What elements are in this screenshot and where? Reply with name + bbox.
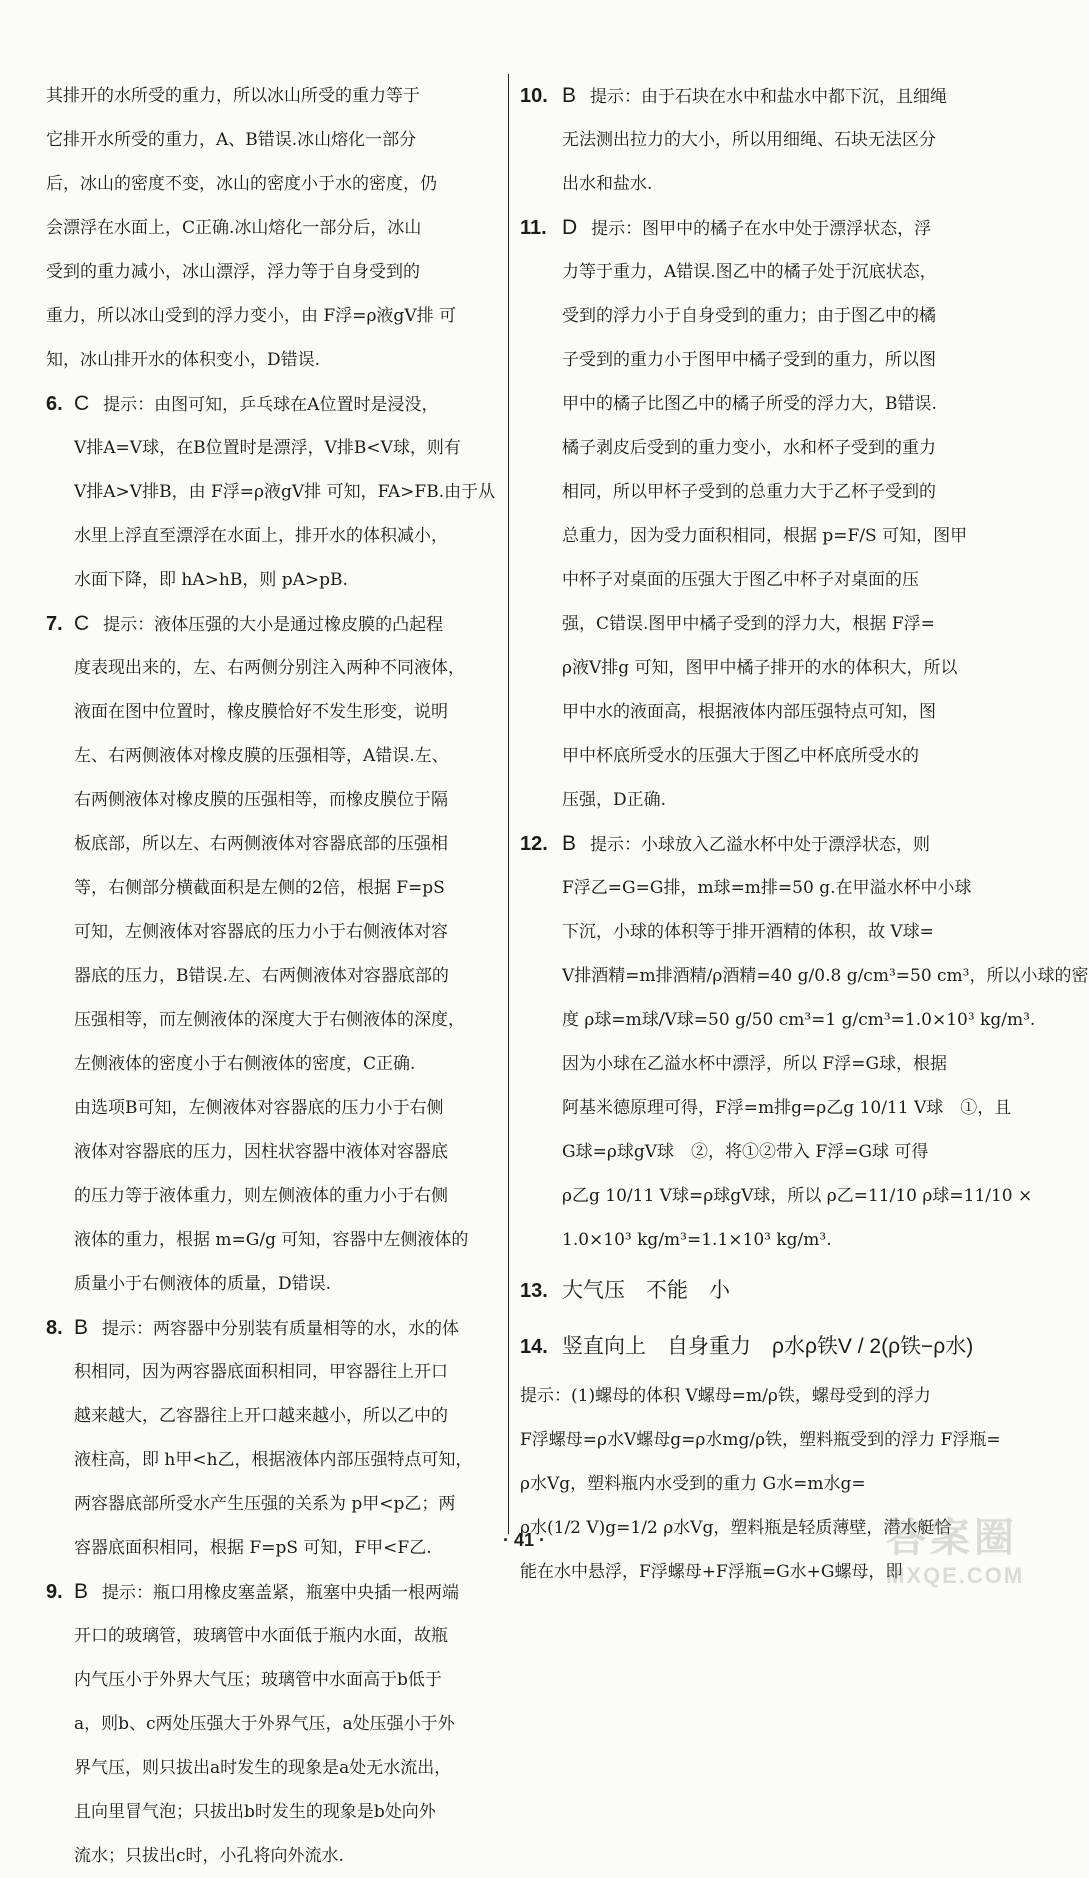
text-line: 提示：由图可知，乒乓球在A位置时是浸没， bbox=[103, 395, 439, 415]
text-line: 因为小球在乙溢水杯中漂浮，所以 F浮=G球，根据 bbox=[562, 1054, 948, 1074]
text-line: 左侧液体的密度小于右侧液体的密度，C正确. bbox=[74, 1054, 416, 1074]
text-line: 甲中水的液面高，根据液体内部压强特点可知，图 bbox=[562, 702, 936, 722]
text-line: 出水和盐水. bbox=[562, 174, 653, 194]
text-line: F浮螺母=ρ水V螺母g=ρ水mg/ρ铁，塑料瓶受到的浮力 F浮瓶= bbox=[520, 1430, 1001, 1450]
question-number: 6. bbox=[46, 393, 63, 415]
text-line: 可知，左侧液体对容器底的压力小于右侧液体对容 bbox=[74, 922, 448, 942]
question-number: 11. bbox=[520, 217, 547, 239]
text-line: 力等于重力，A错误.图乙中的橘子处于沉底状态， bbox=[562, 262, 937, 282]
text-line: 其排开的水所受的重力，所以冰山所受的重力等于 bbox=[46, 86, 420, 106]
text-line: 会漂浮在水面上，C正确.冰山熔化一部分后，冰山 bbox=[46, 218, 422, 238]
answer-item-6 bbox=[46, 382, 498, 602]
watermark-bottom: MXQE.COM bbox=[886, 1563, 1025, 1588]
text-line: 受到的浮力小于自身受到的重力；由于图乙中的橘 bbox=[562, 306, 936, 326]
question-number: 12. bbox=[520, 833, 548, 855]
text-line: 阿基米德原理可得，F浮=m排g=ρ乙g 10/11 V球 ①，且 bbox=[562, 1098, 1012, 1118]
text-line: a，则b、c两处压强大于外界气压，a处压强小于外 bbox=[74, 1714, 455, 1734]
text-line: 压强相等，而左侧液体的深度大于右侧液体的深度， bbox=[74, 1010, 465, 1030]
watermark-top: 答案圈 bbox=[886, 1515, 1018, 1561]
answer-choice: B bbox=[562, 832, 577, 855]
text-line: 重力，所以冰山受到的浮力变小，由 F浮=ρ液gV排 可 bbox=[46, 306, 456, 326]
text-line: V排A=V球，在B位置时是漂浮，V排B<V球，则有 bbox=[74, 438, 461, 458]
text-line: 流水；只拔出c时，小孔将向外流水. bbox=[74, 1846, 344, 1866]
watermark-logo bbox=[886, 1506, 1036, 1592]
text-line: 相同，所以甲杯子受到的总重力大于乙杯子受到的 bbox=[562, 482, 936, 502]
text-line: 右两侧液体对橡皮膜的压强相等，而橡皮膜位于隔 bbox=[74, 790, 448, 810]
text-line: 提示：由于石块在水中和盐水中都下沉，且细绳 bbox=[590, 87, 948, 107]
text-line: 提示：(1)螺母的体积 V螺母=m/ρ铁，螺母受到的浮力 bbox=[520, 1386, 931, 1406]
text-line: 两容器底部所受水产生压强的关系为 p甲<p乙；两 bbox=[74, 1494, 456, 1514]
text-line: 由选项B可知，左侧液体对容器底的压力小于右侧 bbox=[74, 1098, 444, 1118]
text-line: 质量小于右侧液体的质量，D错误. bbox=[74, 1274, 332, 1294]
left-column bbox=[46, 74, 498, 1878]
text-line: 橘子剥皮后受到的重力变小，水和杯子受到的重力 bbox=[562, 438, 936, 458]
answer-choice: C bbox=[74, 612, 90, 635]
answer-head bbox=[520, 822, 990, 866]
text-line: ρ水(1/2 V)g=1/2 ρ水Vg，塑料瓶是轻质薄壁，潜水艇恰 bbox=[520, 1518, 952, 1538]
text-line: 甲中的橘子比图乙中的橘子所受的浮力大，B错误. bbox=[562, 394, 937, 414]
text-line: 液面在图中位置时，橡皮膜恰好不发生形变，说明 bbox=[74, 702, 448, 722]
answer-choice: B bbox=[562, 84, 577, 107]
text-line: 液体对容器底的压力，因柱状容器中液体对容器底 bbox=[74, 1142, 448, 1162]
right-column bbox=[520, 74, 1089, 1594]
text-line: 压强，D正确. bbox=[562, 790, 667, 810]
text-line: 知，冰山排开水的体积变小，D错误. bbox=[46, 350, 321, 370]
answer-choice: B bbox=[74, 1580, 89, 1603]
text-line: 强，C错误.图甲中橘子受到的浮力大，根据 F浮= bbox=[562, 614, 935, 634]
text-line: 下沉，小球的体积等于排开酒精的体积，故 V球= bbox=[562, 922, 934, 942]
answer-head bbox=[520, 1262, 990, 1318]
text-line: 水面下降，即 hA>hB，则 pA>pB. bbox=[74, 570, 348, 590]
text-line: 度 ρ球=m球/V球=50 g/50 cm³=1 g/cm³=1.0×10³ kg/m³. bbox=[562, 1010, 1036, 1030]
answer-choice: 大气压 不能 小 bbox=[562, 1279, 730, 1302]
text-line: 后，冰山的密度不变，冰山的密度小于水的密度，仍 bbox=[46, 174, 437, 194]
answer-choice: B bbox=[74, 1316, 89, 1339]
text-line: V排A>V排B，由 F浮=ρ液gV排 可知，FA>FB.由于从 bbox=[74, 482, 496, 502]
text-line: 1.0×10³ kg/m³=1.1×10³ kg/m³. bbox=[562, 1230, 832, 1250]
question-number: 10. bbox=[520, 85, 548, 107]
text-line: ρ乙g 10/11 V球=ρ球gV球，所以 ρ乙=11/10 ρ球=11/10 × bbox=[562, 1186, 1033, 1206]
text-line: G球=ρ球gV球 ②，将①②带入 F浮=G球 可得 bbox=[562, 1142, 929, 1162]
answer-item-7 bbox=[46, 602, 498, 1306]
text-line: 提示：液体压强的大小是通过橡皮膜的凸起程 bbox=[103, 615, 444, 635]
answer-item-13 bbox=[520, 1262, 990, 1318]
text-line: 且向里冒气泡；只拔出b时发生的现象是b处向外 bbox=[74, 1802, 436, 1822]
question-number: 8. bbox=[46, 1317, 63, 1339]
answer-head bbox=[520, 206, 990, 250]
text-line: 左、右两侧液体对橡皮膜的压强相等，A错误.左、 bbox=[74, 746, 449, 766]
text-line: 提示：小球放入乙溢水杯中处于漂浮状态，则 bbox=[590, 835, 931, 855]
text-line: 甲中杯底所受水的压强大于图乙中杯底所受水的 bbox=[562, 746, 919, 766]
question-number: 13. bbox=[520, 1280, 548, 1302]
answer-item-9 bbox=[46, 1570, 498, 1878]
question-number: 14. bbox=[520, 1336, 548, 1358]
text-line: 内气压小于外界大气压；玻璃管中水面高于b低于 bbox=[74, 1670, 442, 1690]
text-line: 容器底面积相同，根据 F=pS 可知，F甲<F乙. bbox=[74, 1538, 432, 1558]
answer-head bbox=[46, 602, 498, 646]
text-line: 提示：图甲中的橘子在水中处于漂浮状态，浮 bbox=[591, 219, 932, 239]
text-line: 总重力，因为受力面积相同，根据 p=F/S 可知，图甲 bbox=[562, 526, 968, 546]
text-line: 的压力等于液体重力，则左侧液体的重力小于右侧 bbox=[74, 1186, 448, 1206]
text-line: 水里上浮直至漂浮在水面上，排开水的体积减小， bbox=[74, 526, 448, 546]
text-line: 越来越大，乙容器往上开口越来越小，所以乙中的 bbox=[74, 1406, 448, 1426]
text-line: 等，右侧部分横截面积是左侧的2倍，根据 F=pS bbox=[74, 878, 445, 898]
text-line: V排酒精=m排酒精/ρ酒精=40 g/0.8 g/cm³=50 cm³，所以小球的密 bbox=[562, 966, 1089, 986]
text-line: 器底的压力，B错误.左、右两侧液体对容器底部的 bbox=[74, 966, 449, 986]
text-line: 中杯子对桌面的压强大于图乙中杯子对桌面的压 bbox=[562, 570, 919, 590]
text-line: 子受到的重力小于图甲中橘子受到的重力，所以图 bbox=[562, 350, 936, 370]
text-line: ρ液V排g 可知，图甲中橘子排开的水的体积大，所以 bbox=[562, 658, 958, 678]
text-line: 它排开水所受的重力，A、B错误.冰山熔化一部分 bbox=[46, 130, 417, 150]
text-line: 液柱高，即 h甲<h乙，根据液体内部压强特点可知， bbox=[74, 1450, 473, 1470]
answer-head bbox=[520, 74, 990, 118]
text-line: 提示：两容器中分别装有质量相等的水，水的体 bbox=[102, 1319, 460, 1339]
text-line: ρ水Vg，塑料瓶内水受到的重力 G水=m水g= bbox=[520, 1474, 866, 1494]
text-line: 液体的重力，根据 m=G/g 可知，容器中左侧液体的 bbox=[74, 1230, 469, 1250]
answer-choice: 竖直向上 自身重力 ρ水ρ铁V / 2(ρ铁−ρ水) bbox=[562, 1335, 974, 1358]
text-line: 受到的重力减小，冰山漂浮，浮力等于自身受到的 bbox=[46, 262, 420, 282]
text-line: 积相同，因为两容器底面积相同，甲容器往上开口 bbox=[74, 1362, 448, 1382]
answer-item-10 bbox=[520, 74, 990, 206]
text-line: 提示：瓶口用橡皮塞盖紧，瓶塞中央插一根两端 bbox=[102, 1583, 460, 1603]
answer-choice: C bbox=[74, 392, 90, 415]
text-line: 度表现出来的，左、右两侧分别注入两种不同液体， bbox=[74, 658, 465, 678]
text-line: F浮乙=G=G排，m球=m排=50 g.在甲溢水杯中小球 bbox=[562, 878, 972, 898]
page-number: · 41 · bbox=[502, 1530, 545, 1550]
question-number: 9. bbox=[46, 1581, 63, 1603]
answer-head bbox=[46, 382, 498, 426]
text-line: 板底部，所以左、右两侧液体对容器底部的压强相 bbox=[74, 834, 448, 854]
answer-item-12 bbox=[520, 822, 1089, 1262]
answer-choice: D bbox=[562, 216, 578, 239]
text-line: 无法测出拉力的大小，所以用细绳、石块无法区分 bbox=[562, 130, 936, 150]
answer-item-11 bbox=[520, 206, 990, 822]
question-number: 7. bbox=[46, 613, 63, 635]
answer-head bbox=[520, 1318, 990, 1374]
answer-head bbox=[46, 1570, 498, 1614]
text-line: 能在水中悬浮，F浮螺母+F浮瓶=G水+G螺母，即 bbox=[520, 1562, 903, 1582]
answer-item-5c bbox=[46, 74, 498, 382]
text-line: 开口的玻璃管，玻璃管中水面低于瓶内水面，故瓶 bbox=[74, 1626, 448, 1646]
answer-head bbox=[46, 1306, 498, 1350]
text-line: 界气压，则只拔出a时发生的现象是a处无水流出， bbox=[74, 1758, 452, 1778]
column-divider bbox=[508, 74, 509, 1534]
